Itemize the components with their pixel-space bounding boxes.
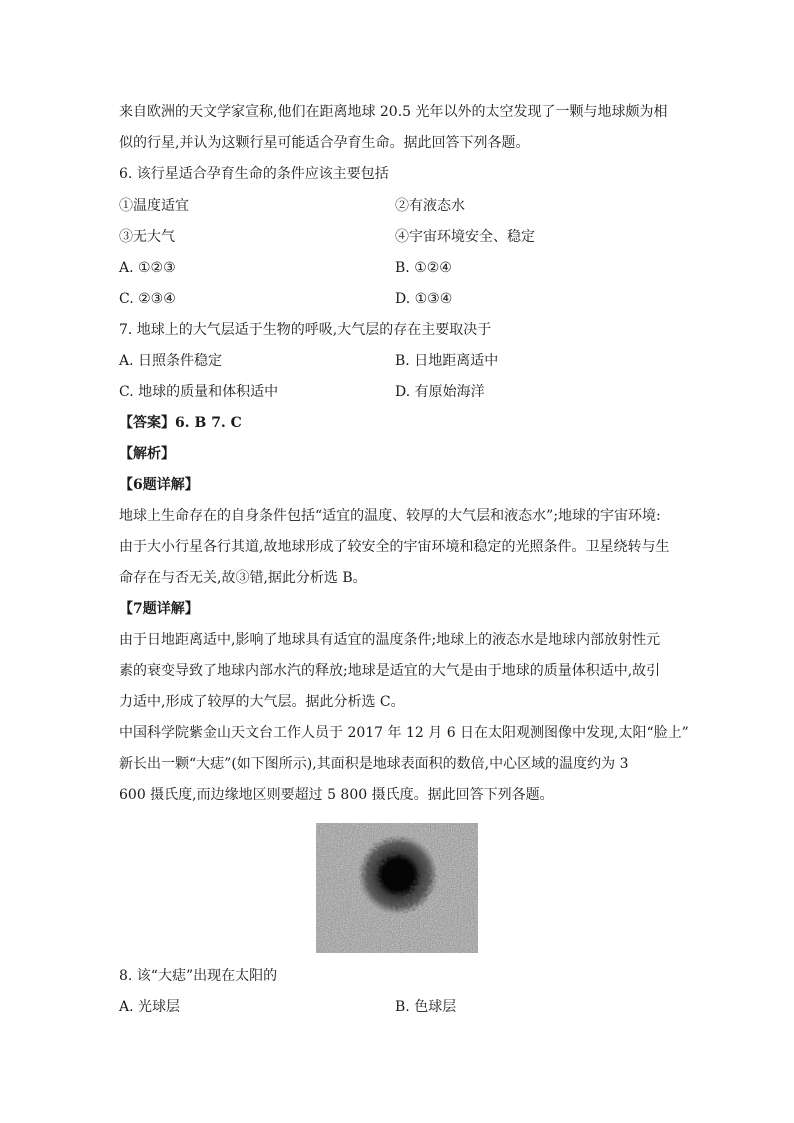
q6-option-a: A. ①②③ xyxy=(119,260,176,276)
q6-item-3: ③无大气 xyxy=(119,229,175,245)
intro2-line1: 中国科学院紫金山天文台工作人员于 2017 年 12 月 6 日在太阳观测图像中发现,太阳“脸上” xyxy=(119,725,689,741)
detail6-title: 【6题详解】 xyxy=(119,477,199,493)
detail6-line2: 由于大小行星各行其道,故地球形成了较安全的宇宙环境和稳定的光照条件。卫星绕转与生 xyxy=(119,539,670,555)
q6-item-2: ②有液态水 xyxy=(395,198,465,214)
intro1-line1: 来自欧洲的天文学家宣称,他们在距离地球 20.5 光年以外的太空发现了一颗与地球颇为相 xyxy=(119,104,668,120)
q7-stem: 7. 地球上的大气层适于生物的呼吸,大气层的存在主要取决于 xyxy=(119,322,492,338)
q6-item-4: ④宇宙环境安全、稳定 xyxy=(395,229,535,245)
q6-stem: 6. 该行星适合孕育生命的条件应该主要包括 xyxy=(119,166,389,182)
q7-option-b: B. 日地距离适中 xyxy=(395,353,499,369)
detail6-line3: 命存在与否无关,故③错,据此分析选 B。 xyxy=(119,570,367,586)
detail7-line1: 由于日地距离适中,影响了地球具有适宜的温度条件;地球上的液态水是地球内部放射性元 xyxy=(119,632,661,648)
q6-option-d: D. ①③④ xyxy=(395,291,453,307)
detail7-line3: 力适中,形成了较厚的大气层。据此分析选 C。 xyxy=(119,694,405,710)
intro2-line3: 600 摄氏度,而边缘地区则要超过 5 800 摄氏度。据此回答下列各题。 xyxy=(119,787,554,803)
sunspot-figure xyxy=(316,823,478,953)
detail6-line1: 地球上生命存在的自身条件包括“适宜的温度、较厚的大气层和液态水”;地球的宇宙环境: xyxy=(119,508,661,524)
q6-item-1: ①温度适宜 xyxy=(119,198,189,214)
analysis-title: 【解析】 xyxy=(119,446,175,462)
intro2-line2: 新长出一颗“大痣”(如下图所示),其面积是地球表面积的数倍,中心区域的温度约为 3 xyxy=(119,756,629,772)
sunspot-umbra xyxy=(382,859,414,891)
q6-option-b: B. ①②④ xyxy=(395,260,452,276)
sunspot-image xyxy=(316,823,478,953)
detail7-line2: 素的衰变导致了地球内部水汽的释放;地球是适宜的大气是由于地球的质量体积适中,故引 xyxy=(119,663,661,679)
q7-option-c: C. 地球的质量和体积适中 xyxy=(119,384,279,400)
answer-line: 【答案】6. B 7. C xyxy=(119,415,242,431)
q7-option-a: A. 日照条件稳定 xyxy=(119,353,223,369)
q6-option-c: C. ②③④ xyxy=(119,291,176,307)
q8-option-a: A. 光球层 xyxy=(119,999,181,1015)
intro1-line2: 似的行星,并认为这颗行星可能适合孕育生命。据此回答下列各题。 xyxy=(119,135,530,151)
detail7-title: 【7题详解】 xyxy=(119,601,199,617)
q8-option-b: B. 色球层 xyxy=(395,999,457,1015)
q8-stem: 8. 该“大痣”出现在太阳的 xyxy=(119,968,278,984)
q7-option-d: D. 有原始海洋 xyxy=(395,384,485,400)
